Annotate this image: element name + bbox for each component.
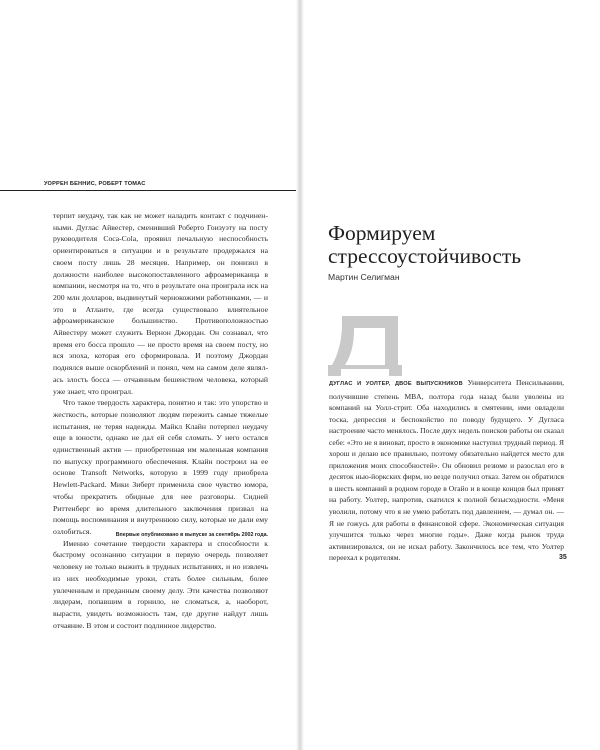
running-head: УОРРЕН БЕННИС, РОБЕРТ ТОМАС xyxy=(44,181,146,187)
paragraph: Что такое твердость характера, понятно и так: это упорство и жесткость, которые позволяют людям пережить самые тяжелые испытания, не теряя надежды. Майкл Клайн потерпел неудачу еще в юности, однако не дал ей себя сломать. У него остался единственный актив — приобретенная им маленькая компания по выпуску программного обеспечения. Клайн построил на ее основе Transoft Networks, которую в 1999 году приобрела Hewlett-Packard. Мики Зиберт применила свое чувство юмора, чтобы прекратить обидные для нее разговоры. Сидней Риттенберг во время длительного заключения призвал на помощь воспоминания и внутреннюю силу, которые не дали ему озлобиться. xyxy=(53,398,268,536)
paragraph: терпит неудачу, так как не может наладить контакт с подчиненными. Дуглас Айвестер, сменивший Роберто Гоизуэту на посту руководителя Coca-Cola, проявил печальную неспособность ориентироваться в ситуации и в результате продержался на своем посту лишь 28 месяцев. Например, он понизил в должности наиболее высокопоставленного афроамериканца в компании, несмотря на то, что в результате она проиграла иск на 200 млн долларов, выдвинутый чернокожими работниками, — и это в Атланте, где всегда существовало влиятельное афроамериканское большинство. Противоположностью Айвестеру может служить Вернон Джордан. Он сознавал, что время его босса прошло — не просто время на своем посту, но вся эпоха, которая его сформировала. И поэтому Джордан поднялся выше оскорблений и понял, чем на самом деле являлась злость босса — отчаянным бешенством человека, который уже знает, что проиграл. xyxy=(53,211,268,396)
dropcap-letter xyxy=(328,316,402,376)
book-gutter xyxy=(296,0,304,750)
dropcap-shape xyxy=(328,316,402,376)
title-line: стрессоустойчивость xyxy=(328,244,522,268)
page-number: 35 xyxy=(559,554,567,561)
left-page xyxy=(0,0,298,750)
article-author: Мартин Селигман xyxy=(328,272,400,282)
lead-in: ДУГЛАС И УОЛТЕР, ДВОЕ ВЫПУСКНИКОВ xyxy=(329,381,463,387)
title-line: Формируем xyxy=(328,221,436,245)
paragraph xyxy=(329,377,564,564)
article-title xyxy=(328,222,578,268)
publication-note: Впервые опубликовано в выпуске за сентябрь 2002 года. xyxy=(115,532,268,538)
header-rule xyxy=(0,190,296,191)
right-body-text xyxy=(329,377,564,564)
body-text: Университета Пенсильвании, получившие степень MBA, полтора года назад были уволены из компаний на Уолл-стрит. Оба находились в смятении, ими овладели тоска, депрессия и беспокойство по поводу будущего. У Дугласа настроение часто менялось. После двух недель поисков работы он сказал себе: «Это не я виноват, просто в экономике наступил трудный период. Я хорош и делаю все правильно, поэтому обязательно найдется место для приложения моих способностей». Он обновил резюме и разослал его в десяток нью-йоркских фирм, но везде получил отказ. Затем он обратился в шесть компаний в родном городе в Огайо и в конце концов был принят на работу. Уолтер, напротив, скатился к полной безысходности. «Меня уволили, потому что я не умею работать под давлением, — думал он. — Я не гожусь для работы в финансовой сфере. Экономическая ситуация улучшится только через многие годы». Даже когда рынок труда активизировался, он не искал работу. Закончилось все тем, что Уолтер переехал к родителям. xyxy=(329,378,564,563)
dropcap-glyph: Д xyxy=(328,316,329,317)
left-body-text xyxy=(53,210,268,631)
paragraph: Именно сочетание твердости характера и способности к быстрому осознанию ситуации в первую очередь позволяет человеку не только выжить в трудных испытаниях, и но извлечь из них необходимые уроки, стать более сильным, более увлеченным и преданным своему делу. Эти качества позволяют лидерам, попавшим в горнило, не сломаться, а, наоборот, вырасти, увидеть возможность там, где другие найдут лишь отчаяние. В этом и состоит подлинное лидерство. xyxy=(53,538,268,630)
